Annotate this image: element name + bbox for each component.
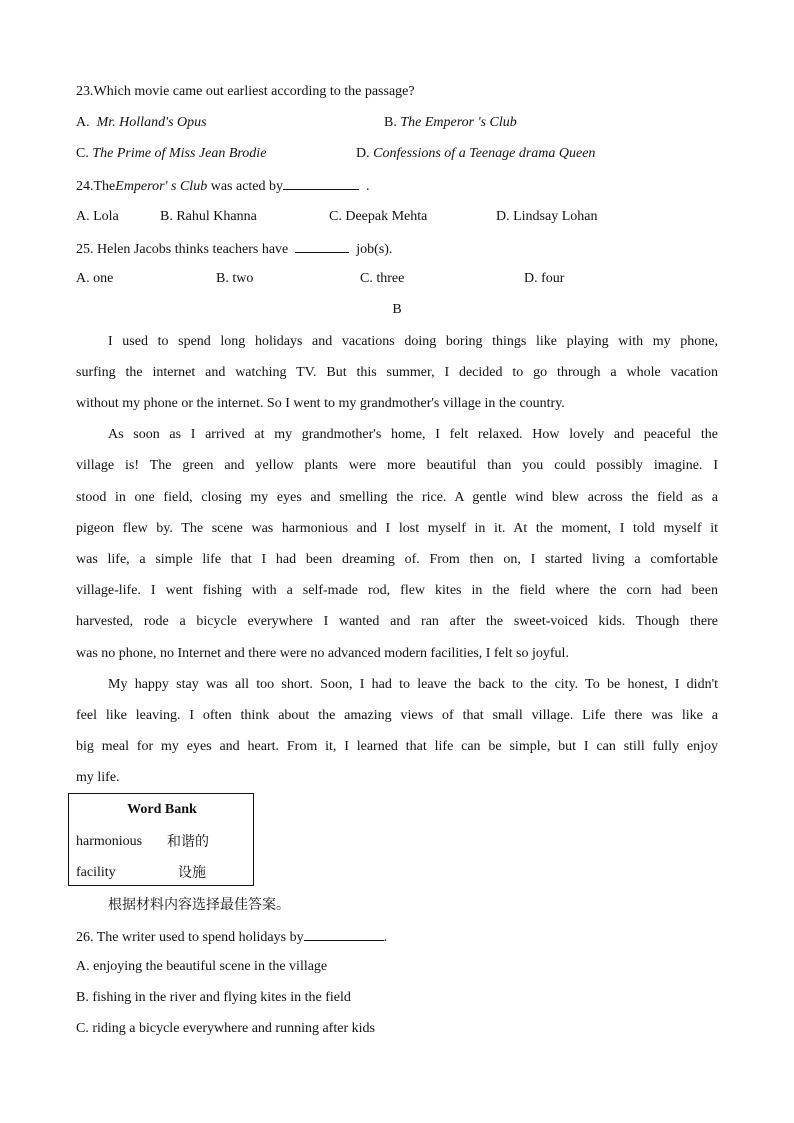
q23-option-a[interactable]	[76, 114, 207, 132]
q26-option-b[interactable]: B. fishing in the river and flying kites in the field	[76, 990, 351, 1005]
question-23-stem: 23.Which movie came out earliest according to the passage?	[76, 84, 415, 99]
question-25-stem	[76, 239, 392, 259]
passage-line: surfing the internet and watching TV. But this summer, I decided to go through a whole vacation	[76, 365, 718, 380]
stem-end: .	[383, 930, 388, 945]
passage-line: my life.	[76, 770, 120, 785]
passage-line: was no phone, no Internet and there were no advanced modern facilities, I felt so joyful.	[76, 646, 569, 661]
q26-option-c[interactable]: C. riding a bicycle everywhere and running after kids	[76, 1021, 375, 1036]
instruction: 根据材料内容选择最佳答案。	[108, 897, 290, 913]
passage-line: big meal for my eyes and heart. From it, I learned that life can be simple, but I can still fully enjoy	[76, 739, 718, 754]
word-bank-title: Word Bank	[127, 802, 197, 817]
passage-line: without my phone or the internet. So I went to my grandmother's village in the country.	[76, 396, 565, 411]
option-letter: B.	[384, 115, 397, 130]
q25-option-a[interactable]: A. one	[76, 271, 114, 286]
question-26-stem	[76, 927, 387, 947]
word-bank-meaning: 和谐的	[167, 834, 209, 850]
movie-title: Emperor' s Club	[115, 179, 208, 194]
stem-text: 25. Helen Jacobs thinks teachers have	[76, 242, 289, 257]
passage-line: harvested, rode a bicycle everywhere I wanted and ran after the sweet-voiced kids. Though there	[76, 614, 718, 629]
passage-line: village-life. I went fishing with a self-made rod, flew kites in the field where the corn had been	[76, 583, 718, 598]
q25-option-d[interactable]: D. four	[524, 271, 565, 286]
q23-option-d[interactable]	[356, 145, 595, 163]
q23-option-c[interactable]	[76, 145, 266, 163]
q24-option-a[interactable]: A. Lola	[76, 209, 119, 224]
stem-text: 24.The	[76, 179, 116, 194]
q26-option-a[interactable]: A. enjoying the beautiful scene in the village	[76, 959, 328, 974]
q24-option-d[interactable]: D. Lindsay Lohan	[496, 209, 598, 224]
word-bank-meaning: 设施	[178, 865, 206, 881]
passage-line: village is! The green and yellow plants were more beautiful than you could possibly imagine. I	[76, 458, 718, 473]
q24-option-c[interactable]: C. Deepak Mehta	[329, 209, 428, 224]
passage-line: My happy stay was all too short. Soon, I had to leave the back to the city. To be honest, I didn't	[108, 677, 718, 692]
passage-line: I used to spend long holidays and vacations doing boring things like playing with my phone,	[108, 334, 718, 349]
stem-text: was acted by	[210, 179, 284, 194]
stem-end: .	[366, 179, 370, 194]
passage-line: As soon as I arrived at my grandmother's home, I felt relaxed. How lovely and peaceful the	[108, 427, 718, 442]
movie-title: The Prime of Miss Jean Brodie	[92, 146, 267, 161]
question-24-stem	[76, 176, 370, 196]
answer-blank[interactable]	[304, 927, 384, 941]
option-letter: C.	[76, 146, 89, 161]
answer-blank[interactable]	[283, 176, 359, 190]
word-bank	[68, 793, 254, 886]
section-label: B	[392, 302, 402, 317]
q23-option-b[interactable]	[384, 114, 517, 132]
passage-line: stood in one field, closing my eyes and smelling the rice. A gentle wind blew across the field as a	[76, 490, 718, 505]
passage-line: pigeon flew by. The scene was harmonious and I lost myself in it. At the moment, I told myself it	[76, 521, 718, 536]
word-bank-term: harmonious	[76, 834, 143, 849]
movie-title: The Emperor 's Club	[400, 115, 517, 130]
movie-title: Mr. Holland's Opus	[96, 115, 207, 130]
option-letter: D.	[356, 146, 370, 161]
q24-option-b[interactable]: B. Rahul Khanna	[160, 209, 257, 224]
word-bank-term: facility	[76, 865, 116, 880]
q25-option-b[interactable]: B. two	[216, 271, 254, 286]
movie-title: Confessions of a Teenage drama Queen	[373, 146, 596, 161]
stem-text: 26. The writer used to spend holidays by	[76, 930, 304, 945]
passage-line: feel like leaving. I often think about the amazing views of that small village. Life there was like a	[76, 708, 718, 723]
stem-text: job(s).	[356, 242, 393, 257]
option-letter: A.	[76, 115, 90, 130]
answer-blank[interactable]	[295, 239, 349, 253]
passage-line: was life, a simple life that I had been dreaming of. From then on, I started living a comfortable	[76, 552, 718, 567]
q25-option-c[interactable]: C. three	[360, 271, 405, 286]
